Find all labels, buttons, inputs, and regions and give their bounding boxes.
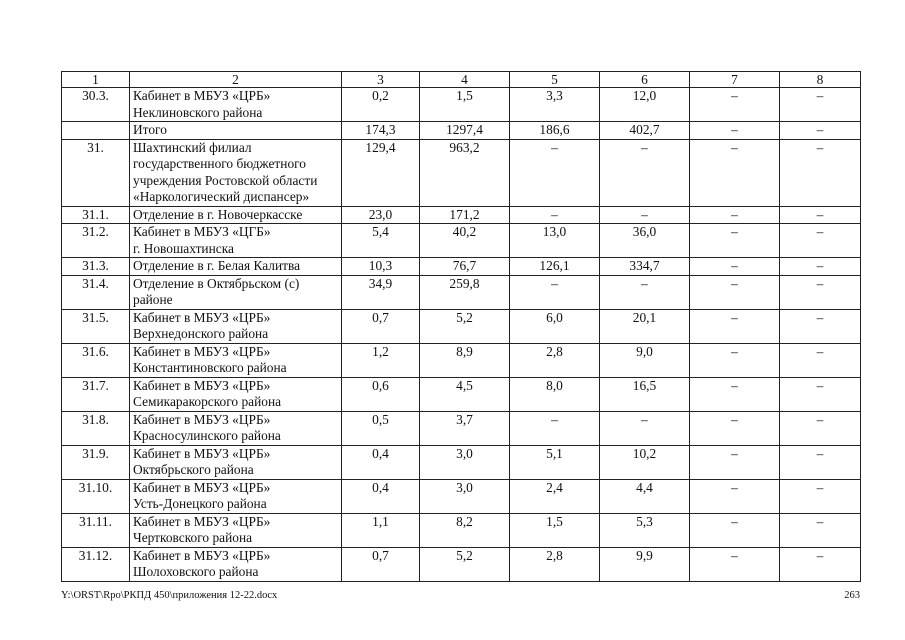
row-value-cell: – [780, 139, 861, 206]
row-value-cell: – [690, 122, 780, 140]
row-name-cell [130, 275, 342, 309]
row-value-cell: – [600, 206, 690, 224]
row-name-cell [130, 224, 342, 258]
row-name-cell [130, 88, 342, 122]
row-value-cell: 0,7 [342, 309, 420, 343]
row-value-cell: 5,3 [600, 513, 690, 547]
row-value-cell: 2,8 [510, 547, 600, 581]
row-value-cell: 40,2 [420, 224, 510, 258]
table-row [62, 139, 861, 206]
row-name-line: Кабинет в МБУЗ «ЦРБ» [133, 343, 271, 359]
row-value-cell: 5,1 [510, 445, 600, 479]
table-row [62, 122, 861, 140]
row-value-cell: 174,3 [342, 122, 420, 140]
row-value-cell: – [690, 258, 780, 276]
row-value-cell: 5,4 [342, 224, 420, 258]
table-row [62, 445, 861, 479]
row-value-cell: 8,9 [420, 343, 510, 377]
row-value-cell: – [690, 411, 780, 445]
table-row [62, 479, 861, 513]
header-cell: 5 [510, 72, 600, 88]
row-name-line: Константиновского района [133, 360, 287, 375]
row-number-cell: 31.11. [62, 513, 130, 547]
table-row [62, 206, 861, 224]
row-name-line: Кабинет в МБУЗ «ЦГБ» [133, 224, 271, 239]
row-number-cell: 31.4. [62, 275, 130, 309]
row-value-cell: 12,0 [600, 88, 690, 122]
row-value-cell: 5,2 [420, 547, 510, 581]
row-value-cell: 8,0 [510, 377, 600, 411]
row-value-cell: 6,0 [510, 309, 600, 343]
row-value-cell: – [690, 309, 780, 343]
header-cell: 3 [342, 72, 420, 88]
table-header-row [62, 72, 861, 88]
row-value-cell: – [780, 479, 861, 513]
row-name-cell [130, 139, 342, 206]
table-row [62, 513, 861, 547]
row-value-cell: 10,2 [600, 445, 690, 479]
row-name-cell [130, 547, 342, 581]
row-name-line: Шолоховского района [133, 564, 259, 579]
row-value-cell: 0,4 [342, 479, 420, 513]
row-value-cell: 8,2 [420, 513, 510, 547]
row-name-line: Верхнедонского района [133, 326, 269, 341]
row-value-cell: 1,5 [420, 88, 510, 122]
table-row [62, 411, 861, 445]
header-cell: 6 [600, 72, 690, 88]
row-name-line: Неклиновского района [133, 104, 263, 120]
row-value-cell: – [600, 411, 690, 445]
row-value-cell: 1,1 [342, 513, 420, 547]
row-value-cell: – [690, 343, 780, 377]
header-cell: 1 [62, 72, 130, 88]
row-value-cell: 20,1 [600, 309, 690, 343]
row-value-cell: – [780, 445, 861, 479]
row-value-cell: – [780, 309, 861, 343]
row-value-cell: 3,0 [420, 479, 510, 513]
row-value-cell: 34,9 [342, 275, 420, 309]
row-value-cell: 186,6 [510, 122, 600, 140]
table-row [62, 309, 861, 343]
row-name-line: Кабинет в МБУЗ «ЦРБ» [133, 547, 271, 563]
row-name-cell [130, 479, 342, 513]
table-row [62, 258, 861, 276]
row-name-line: Кабинет в МБУЗ «ЦРБ» [133, 88, 271, 103]
row-name-line: Отделение в г. Белая Калитва [133, 258, 301, 273]
table-row [62, 377, 861, 411]
header-cell: 8 [780, 72, 861, 88]
row-name-line: Чертковского района [133, 530, 253, 545]
row-number-cell: 31.3. [62, 258, 130, 276]
row-name-line: Кабинет в МБУЗ «ЦРБ» [133, 513, 271, 529]
row-value-cell: 4,5 [420, 377, 510, 411]
row-name-line: г. Новошахтинска [133, 240, 234, 256]
row-number-cell: 31.6. [62, 343, 130, 377]
row-name-line: Усть-Донецкого района [133, 496, 267, 511]
row-value-cell: – [690, 206, 780, 224]
row-number-cell: 31.7. [62, 377, 130, 411]
header-cell: 7 [690, 72, 780, 88]
row-value-cell: – [600, 275, 690, 309]
row-value-cell: 0,7 [342, 547, 420, 581]
row-name-line: Красносулинского района [133, 428, 281, 443]
header-cell: 2 [130, 72, 342, 88]
row-value-cell: 2,4 [510, 479, 600, 513]
table-row [62, 224, 861, 258]
row-value-cell: – [690, 547, 780, 581]
row-value-cell: – [510, 139, 600, 206]
row-name-line: Семикаракорского района [133, 394, 282, 409]
row-value-cell: 1297,4 [420, 122, 510, 140]
row-name-cell [130, 343, 342, 377]
row-value-cell: 76,7 [420, 258, 510, 276]
row-number-cell: 31.2. [62, 224, 130, 258]
row-value-cell: – [780, 275, 861, 309]
row-name-line: Отделение в Октябрьском (с) [133, 275, 300, 291]
row-name-line: Итого [133, 122, 167, 137]
row-number-cell: 31.12. [62, 547, 130, 581]
row-value-cell: 0,6 [342, 377, 420, 411]
row-value-cell: – [690, 139, 780, 206]
table-row [62, 88, 861, 122]
row-name-line: Кабинет в МБУЗ «ЦРБ» [133, 445, 271, 461]
row-value-cell: – [780, 513, 861, 547]
table-row [62, 343, 861, 377]
row-value-cell: 1,2 [342, 343, 420, 377]
row-value-cell: – [690, 479, 780, 513]
row-value-cell: – [780, 224, 861, 258]
row-value-cell: 963,2 [420, 139, 510, 206]
table-row [62, 275, 861, 309]
row-value-cell: – [690, 224, 780, 258]
row-name-cell [130, 122, 342, 140]
row-value-cell: 0,2 [342, 88, 420, 122]
row-value-cell: 13,0 [510, 224, 600, 258]
row-value-cell: 334,7 [600, 258, 690, 276]
row-name-line: Кабинет в МБУЗ «ЦРБ» [133, 377, 271, 393]
row-value-cell: – [690, 275, 780, 309]
row-value-cell: 259,8 [420, 275, 510, 309]
row-value-cell: 36,0 [600, 224, 690, 258]
row-value-cell: 0,4 [342, 445, 420, 479]
row-value-cell: – [780, 206, 861, 224]
row-name-cell [130, 445, 342, 479]
row-value-cell: 23,0 [342, 206, 420, 224]
row-number-cell: 30.3. [62, 88, 130, 122]
row-name-line: районе [133, 292, 173, 307]
row-value-cell: 126,1 [510, 258, 600, 276]
row-value-cell: 1,5 [510, 513, 600, 547]
row-name-cell [130, 411, 342, 445]
data-table [61, 71, 861, 582]
row-value-cell: – [780, 547, 861, 581]
table-row [62, 547, 861, 581]
row-value-cell: – [510, 275, 600, 309]
row-number-cell: 31.1. [62, 206, 130, 224]
row-value-cell: 16,5 [600, 377, 690, 411]
row-name-line: Отделение в г. Новочеркасске [133, 206, 303, 222]
row-name-cell [130, 258, 342, 276]
row-name-line: «Наркологический диспансер» [133, 189, 310, 204]
row-value-cell: – [780, 343, 861, 377]
row-name-line: Шахтинский филиал [133, 139, 252, 155]
row-value-cell: 0,5 [342, 411, 420, 445]
row-value-cell: – [690, 445, 780, 479]
row-value-cell: 9,0 [600, 343, 690, 377]
footer-page-number: 263 [844, 590, 860, 601]
row-value-cell: 171,2 [420, 206, 510, 224]
row-number-cell [62, 122, 130, 140]
row-value-cell: – [780, 122, 861, 140]
row-name-cell [130, 309, 342, 343]
row-value-cell: 129,4 [342, 139, 420, 206]
row-value-cell: – [780, 258, 861, 276]
footer-file-path: Y:\ORST\Rpo\РКПД 450\приложения 12-22.docx [61, 590, 278, 601]
row-value-cell: – [780, 377, 861, 411]
row-name-line: государственного бюджетного [133, 156, 307, 171]
row-value-cell: – [510, 206, 600, 224]
row-value-cell: 402,7 [600, 122, 690, 140]
row-name-cell [130, 513, 342, 547]
row-value-cell: 4,4 [600, 479, 690, 513]
row-name-line: Кабинет в МБУЗ «ЦРБ» [133, 479, 271, 495]
row-value-cell: 3,0 [420, 445, 510, 479]
row-value-cell: 3,3 [510, 88, 600, 122]
row-number-cell: 31.9. [62, 445, 130, 479]
row-name-line: Октябрьского района [133, 462, 254, 477]
row-name-line: Кабинет в МБУЗ «ЦРБ» [133, 309, 271, 325]
row-name-cell [130, 206, 342, 224]
row-value-cell: – [780, 88, 861, 122]
row-name-line: Кабинет в МБУЗ «ЦРБ» [133, 411, 271, 427]
row-value-cell: – [690, 513, 780, 547]
row-number-cell: 31.5. [62, 309, 130, 343]
row-number-cell: 31. [62, 139, 130, 206]
row-value-cell: – [690, 88, 780, 122]
row-value-cell: 2,8 [510, 343, 600, 377]
row-value-cell: 5,2 [420, 309, 510, 343]
row-number-cell: 31.10. [62, 479, 130, 513]
row-value-cell: 3,7 [420, 411, 510, 445]
row-name-cell [130, 377, 342, 411]
row-name-line: учреждения Ростовской области [133, 172, 318, 188]
table-body [62, 72, 861, 582]
row-number-cell: 31.8. [62, 411, 130, 445]
row-value-cell: 9,9 [600, 547, 690, 581]
row-value-cell: – [780, 411, 861, 445]
row-value-cell: – [690, 377, 780, 411]
row-value-cell: – [600, 139, 690, 206]
header-cell: 4 [420, 72, 510, 88]
row-value-cell: – [510, 411, 600, 445]
row-value-cell: 10,3 [342, 258, 420, 276]
